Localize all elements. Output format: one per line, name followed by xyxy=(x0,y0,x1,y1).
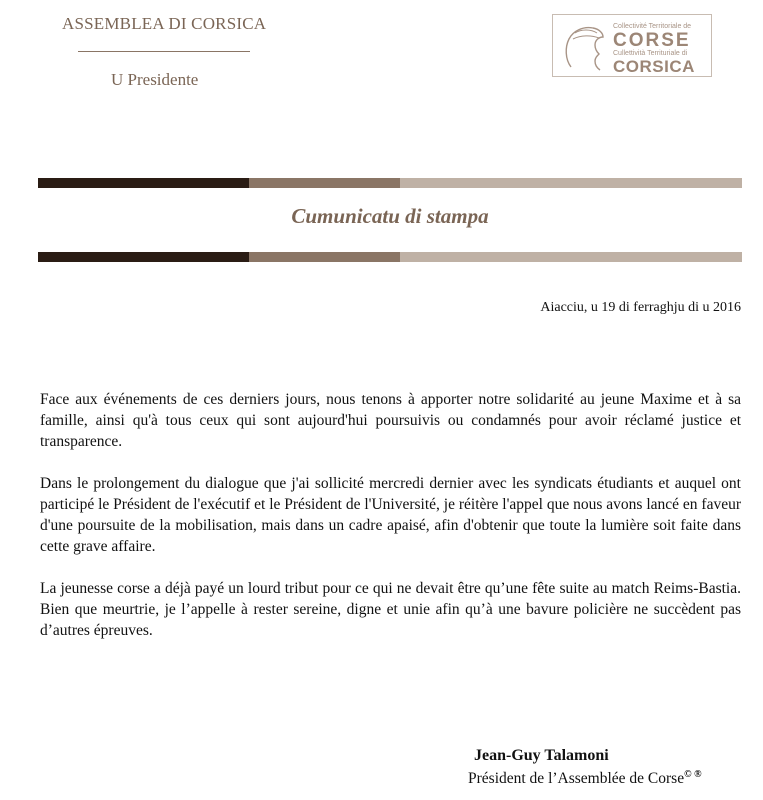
top-stripe xyxy=(38,178,742,188)
logo-line2: Cullettività Territuriale di xyxy=(613,50,688,57)
signature-role: Président de l’Assemblée de Corse xyxy=(468,770,685,788)
document-date: Aiacciu, u 19 di ferraghju di u 2016 xyxy=(540,300,741,315)
stripe-light-segment xyxy=(400,252,742,262)
paragraph: Face aux événements de ces derniers jours, nous tenons à apporter notre solidarité au jeune Maxime et à sa famille, ainsi qu'à tous ceux qui sont aujourd'hui poursuivis ou condamnés pour avoir réclamé justice et transparence. xyxy=(40,391,741,450)
signature-name: Jean-Guy Talamoni xyxy=(474,747,609,764)
organization-name: ASSEMBLEA DI CORSICA xyxy=(62,14,267,33)
stripe-mid-segment xyxy=(249,252,400,262)
organization-divider xyxy=(78,51,250,52)
stripe-dark-segment xyxy=(38,178,249,188)
stripe-dark-segment xyxy=(38,252,249,262)
document-body xyxy=(40,389,741,662)
paragraph: La jeunesse corse a déjà payé un lourd tribut pour ce qui ne devait être qu’une fête suite au match Reims-Bastia. Bien que meurtrie, je l’appelle à rester sereine, digne et unie afin qu’à une bavure policière ne succèdent pas d’autres épreuves. xyxy=(40,580,741,639)
document-title: Cumunicatu di stampa xyxy=(291,204,489,228)
bottom-stripe xyxy=(38,252,742,262)
stripe-mid-segment xyxy=(249,178,400,188)
copyright-marks: © ® xyxy=(684,769,702,780)
corse-profile-icon xyxy=(553,15,713,78)
paragraph: Dans le prolongement du dialogue que j'ai sollicité mercredi dernier avec les syndicats étudiants et auquel ont participé le Président de l'exécutif et le Président de l'Université, je réitère l'appel que nous avons lancé en faveur d'une poursuite de la mobilisation, mais dans un cadre apaisé, afin d'obtenir que toute la lumière soit faite dans cette grave affaire. xyxy=(40,475,741,555)
corse-logo xyxy=(552,14,712,77)
logo-word2: CORSICA xyxy=(613,57,695,76)
signature-role-line xyxy=(468,769,702,788)
logo-word1: CORSE xyxy=(613,30,691,51)
president-subtitle: U Presidente xyxy=(111,70,199,89)
logo-line1: Collectivité Territoriale de xyxy=(613,23,692,30)
stripe-light-segment xyxy=(400,178,742,188)
